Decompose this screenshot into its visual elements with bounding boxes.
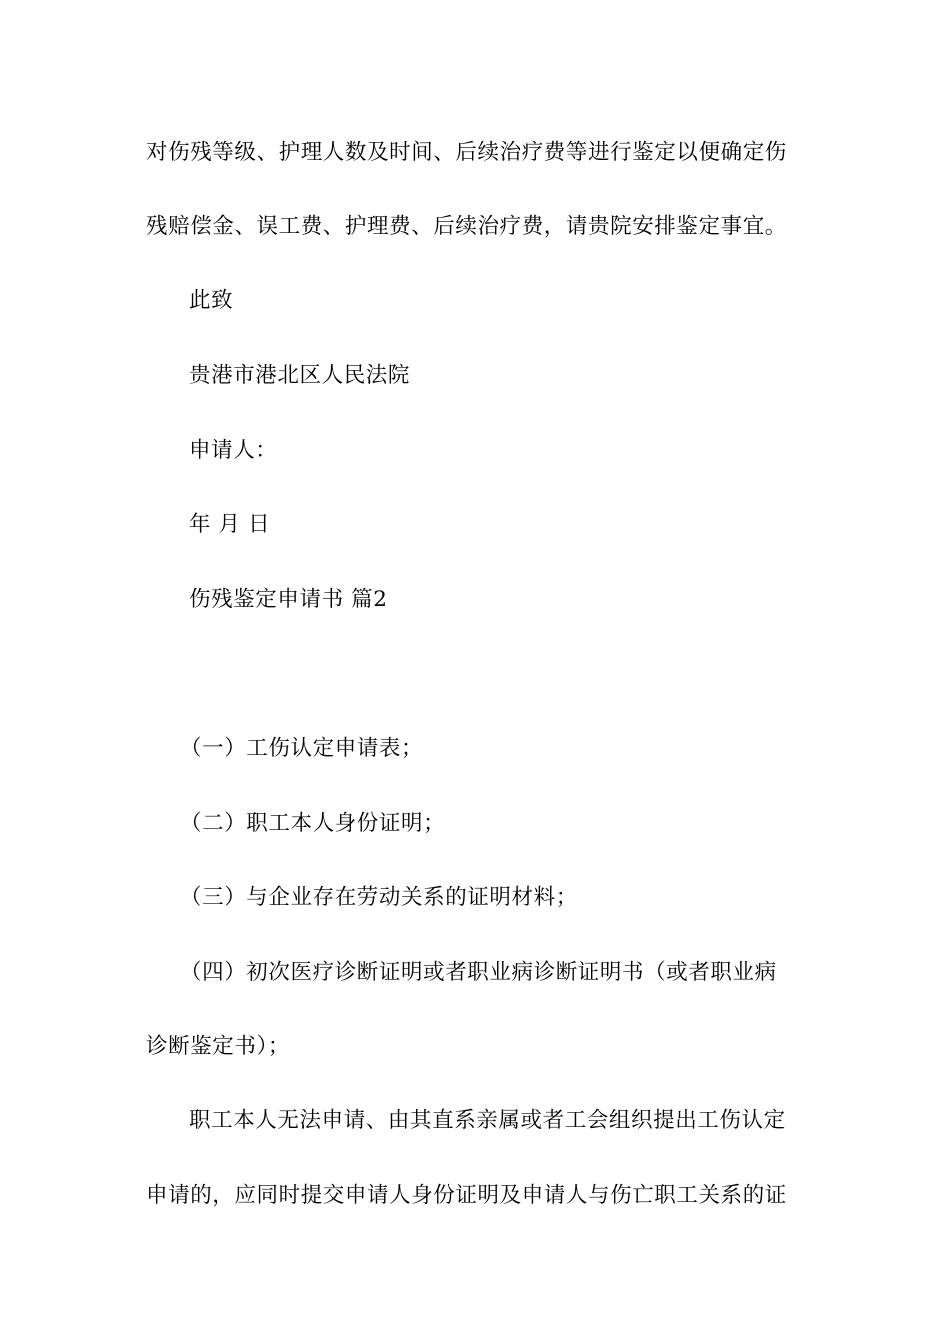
list-item: （三）与企业存在劳动关系的证明材料；: [180, 885, 578, 910]
body-text-line: 申请的，应同时提交申请人身份证明及申请人与伤亡职工关系的证: [146, 1183, 787, 1208]
addressee: 贵港市港北区人民法院: [189, 363, 411, 388]
applicant-label: 申请人：: [189, 438, 278, 463]
list-item: （四）初次医疗诊断证明或者职业病诊断证明书（或者职业病: [180, 960, 777, 985]
date-label: 年 月 日: [189, 512, 271, 537]
list-item: （一）工伤认定申请表；: [180, 736, 424, 761]
list-item-continuation: 诊断鉴定书）；: [146, 1034, 290, 1059]
body-text-line: 对伤残等级、护理人数及时间、后续治疗费等进行鉴定以便确定伤: [146, 140, 787, 165]
salutation: 此致: [189, 288, 234, 313]
section-title: 伤残鉴定申请书 篇2: [189, 587, 388, 612]
body-text-line: 残赔偿金、误工费、护理费、后续治疗费，请贵院安排鉴定事宜。: [146, 214, 787, 239]
body-text-line: 职工本人无法申请、由其直系亲属或者工会组织提出工伤认定: [189, 1108, 786, 1133]
list-item: （二）职工本人身份证明；: [180, 811, 446, 836]
